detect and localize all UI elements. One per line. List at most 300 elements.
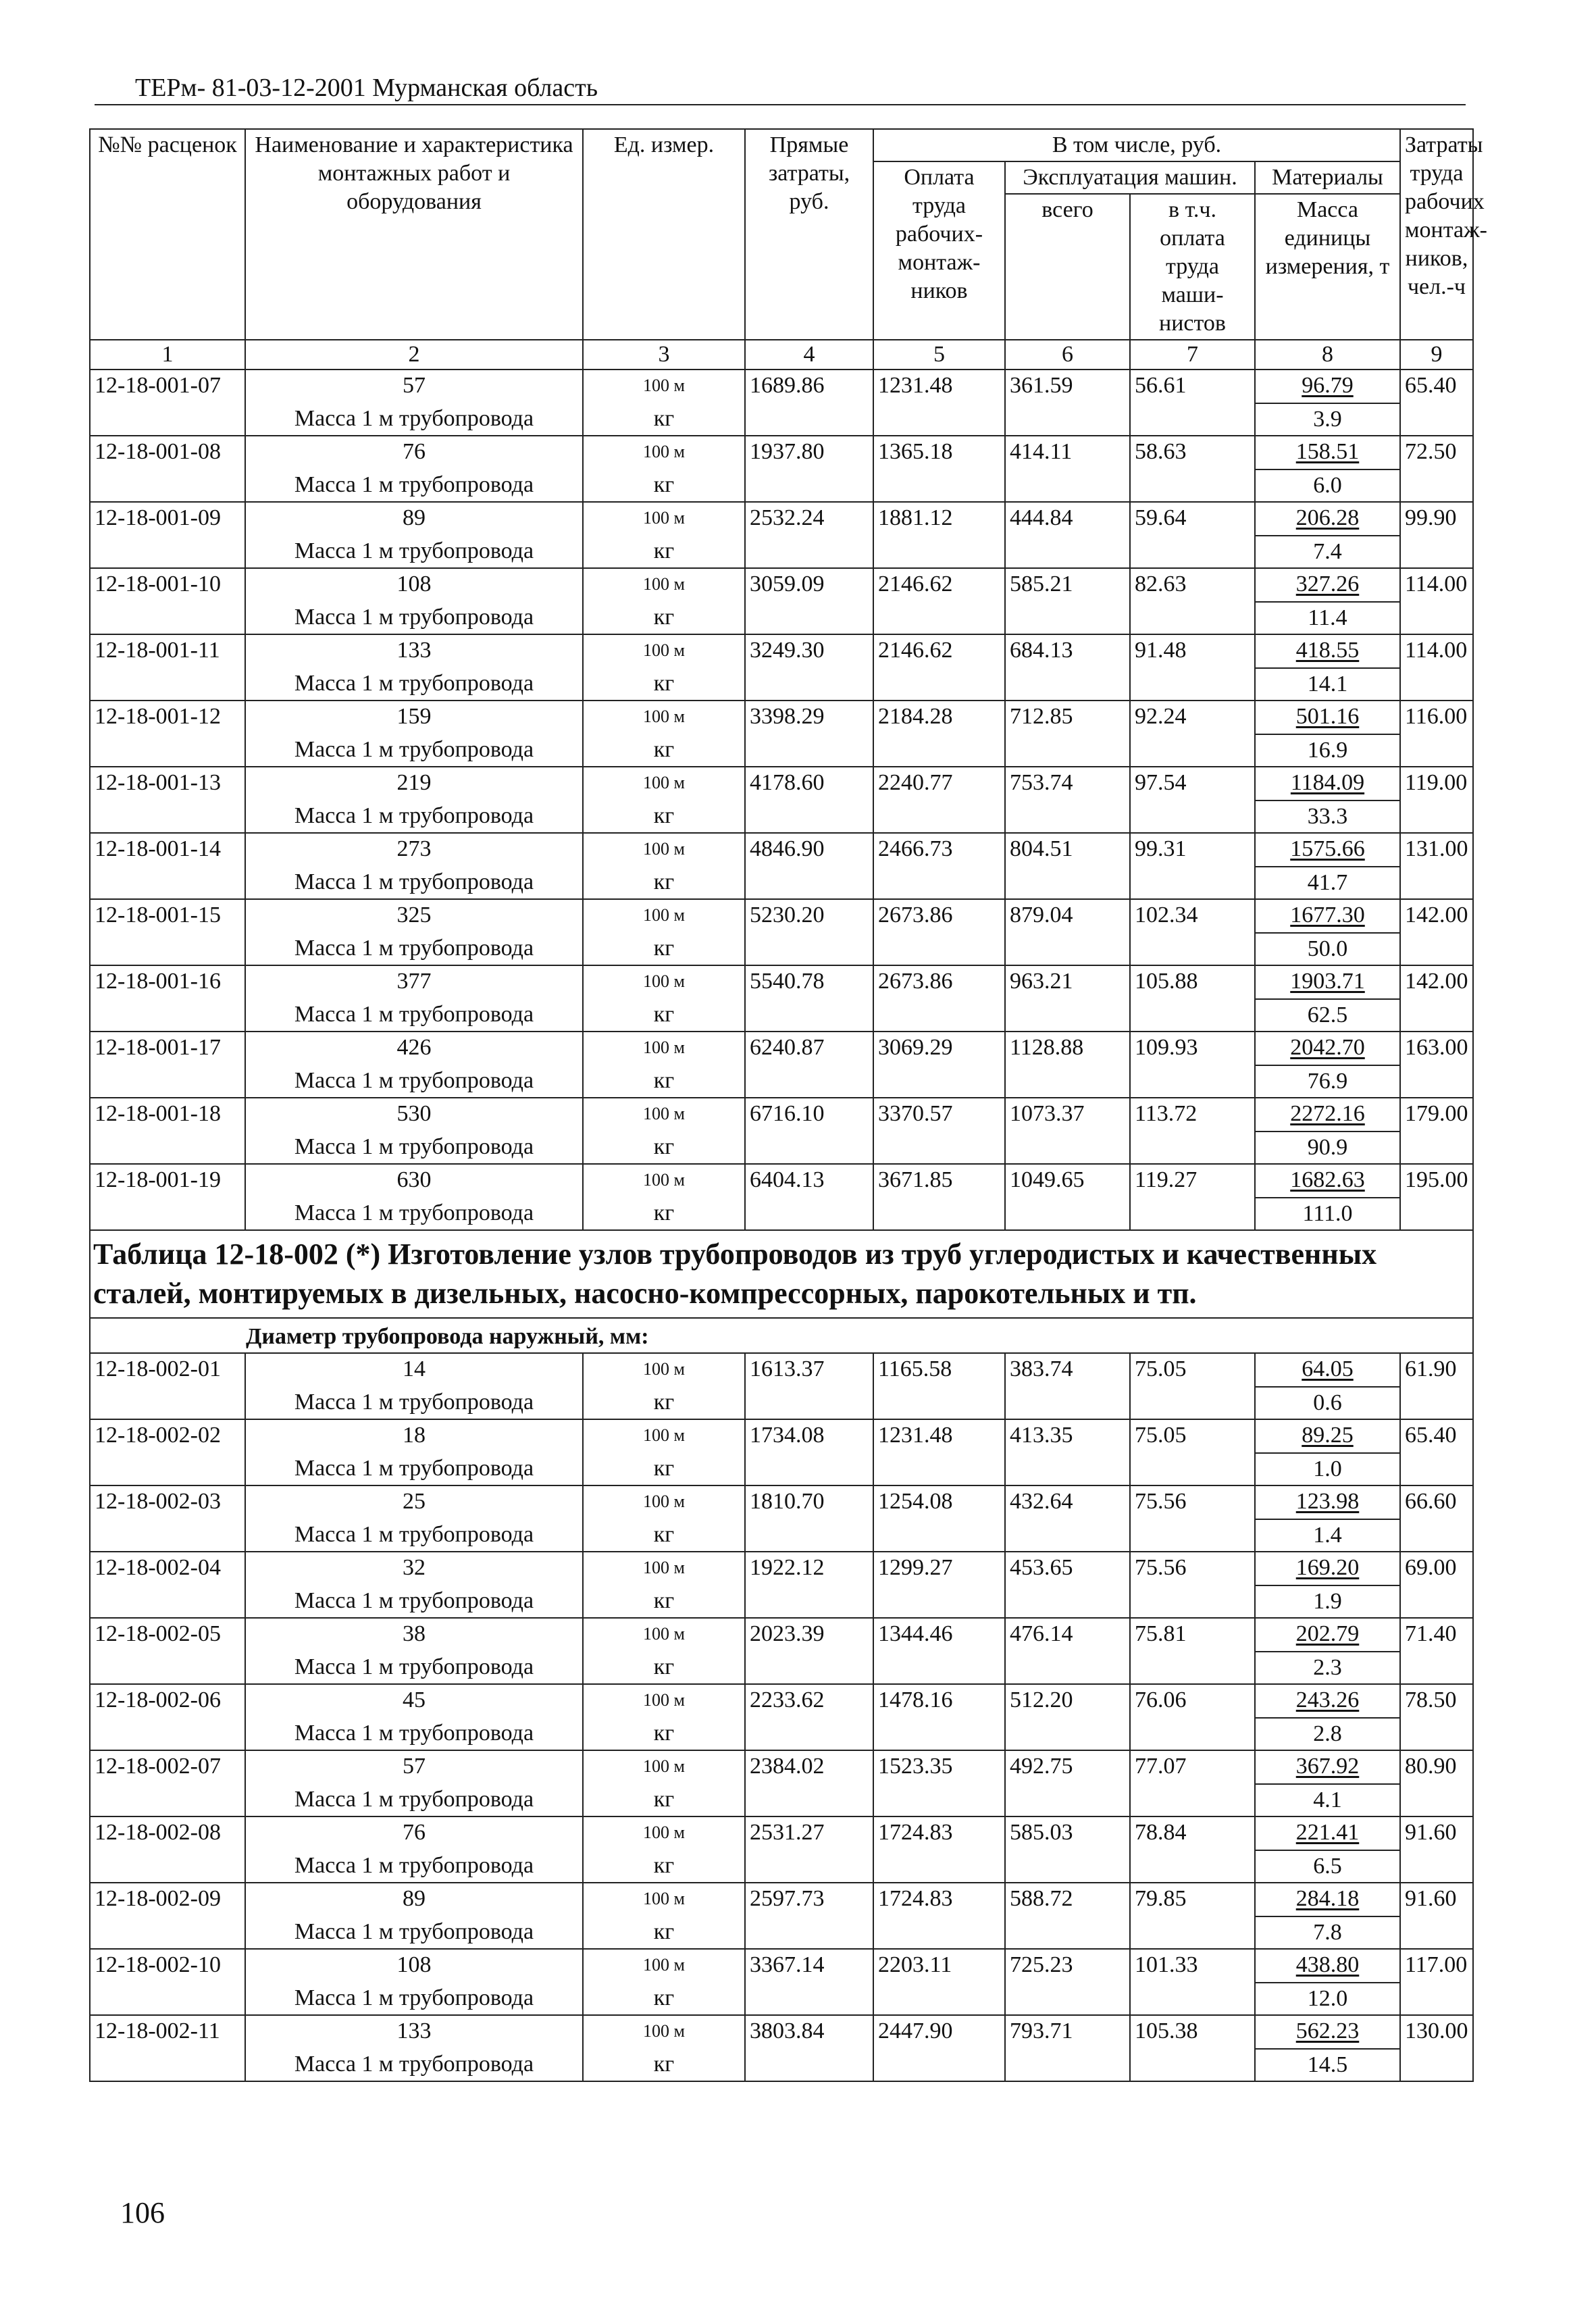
machine-total-cont (1005, 403, 1130, 436)
direct-cost-cont (745, 1850, 873, 1883)
table-row-mass (90, 1198, 1473, 1230)
header-row-1 (90, 129, 1473, 161)
col-labor-cost-header: Затраты труда рабочих монтаж-ников, чел.-ч (1400, 129, 1473, 340)
machine-total: 1128.88 (1005, 1032, 1130, 1065)
rate-code: 12-18-002-04 (90, 1552, 245, 1585)
materials-value: 96.79 (1255, 370, 1400, 403)
unit-main: 100 м (583, 568, 745, 602)
column-number: 6 (1005, 340, 1130, 370)
mass-label: Масса 1 м трубопровода (245, 1784, 583, 1816)
table-row-mass (90, 734, 1473, 767)
machine-total: 804.51 (1005, 833, 1130, 867)
pipe-diameter: 18 (245, 1419, 583, 1453)
machine-total-cont (1005, 602, 1130, 634)
machine-total-cont (1005, 1784, 1130, 1816)
machine-labor-cont (1130, 1519, 1255, 1552)
column-number: 8 (1255, 340, 1400, 370)
direct-cost: 1937.80 (745, 436, 873, 469)
labor-cost: 65.40 (1400, 1419, 1473, 1453)
table-row (90, 701, 1473, 734)
machine-labor: 75.56 (1130, 1485, 1255, 1519)
table-row (90, 1419, 1473, 1453)
labor-pay-cont (873, 1916, 1005, 1949)
mass-label: Масса 1 м трубопровода (245, 668, 583, 701)
table-row (90, 833, 1473, 867)
mass-value: 33.3 (1255, 800, 1400, 833)
labor-cost-cont (1400, 1652, 1473, 1684)
table-row-mass (90, 1850, 1473, 1883)
table-row-mass (90, 1585, 1473, 1618)
machine-labor-cont (1130, 668, 1255, 701)
unit-main: 100 м (583, 1485, 745, 1519)
table-row-mass (90, 602, 1473, 634)
rate-code: 12-18-001-08 (90, 436, 245, 469)
table-row (90, 1618, 1473, 1652)
mass-label: Масса 1 м трубопровода (245, 1652, 583, 1684)
pipe-diameter: 25 (245, 1485, 583, 1519)
pipe-diameter: 76 (245, 436, 583, 469)
unit-main: 100 м (583, 370, 745, 403)
table-row-mass (90, 1784, 1473, 1816)
table-row (90, 1883, 1473, 1916)
direct-cost: 1689.86 (745, 370, 873, 403)
direct-cost: 1922.12 (745, 1552, 873, 1585)
unit-main: 100 м (583, 1618, 745, 1652)
labor-cost-cont (1400, 536, 1473, 568)
labor-cost: 163.00 (1400, 1032, 1473, 1065)
pipe-diameter: 219 (245, 767, 583, 800)
machine-total-cont (1005, 800, 1130, 833)
mass-label: Масса 1 м трубопровода (245, 1718, 583, 1750)
pipe-diameter: 159 (245, 701, 583, 734)
direct-cost-cont (745, 469, 873, 502)
document-header: ТЕРм- 81-03-12-2001 Мурманская область (135, 74, 598, 102)
machine-total: 963.21 (1005, 965, 1130, 999)
labor-pay-cont (873, 1983, 1005, 2015)
labor-cost-cont (1400, 1784, 1473, 1816)
table-row-mass (90, 1718, 1473, 1750)
labor-cost: 117.00 (1400, 1949, 1473, 1983)
unit-main: 100 м (583, 1032, 745, 1065)
machine-total: 879.04 (1005, 899, 1130, 933)
labor-cost: 130.00 (1400, 2015, 1473, 2049)
unit-mass: кг (583, 1718, 745, 1750)
direct-cost-cont (745, 403, 873, 436)
labor-cost-cont (1400, 800, 1473, 833)
labor-cost: 71.40 (1400, 1618, 1473, 1652)
rate-code: 12-18-002-09 (90, 1883, 245, 1916)
page-number: 106 (120, 2196, 165, 2229)
column-number: 4 (745, 340, 873, 370)
machine-labor: 77.07 (1130, 1750, 1255, 1784)
mass-value: 14.5 (1255, 2049, 1400, 2081)
table-row (90, 965, 1473, 999)
machine-labor: 75.05 (1130, 1419, 1255, 1453)
labor-cost-cont (1400, 1519, 1473, 1552)
unit-main: 100 м (583, 1684, 745, 1718)
labor-pay: 2673.86 (873, 899, 1005, 933)
pipe-diameter: 133 (245, 2015, 583, 2049)
table-row (90, 1032, 1473, 1065)
rate-code: 12-18-002-05 (90, 1618, 245, 1652)
mass-label: Масса 1 м трубопровода (245, 1850, 583, 1883)
rate-code: 12-18-001-09 (90, 502, 245, 536)
table-row (90, 634, 1473, 668)
machine-labor-cont (1130, 1850, 1255, 1883)
table-row-mass (90, 1453, 1473, 1485)
rate-code-cont (90, 536, 245, 568)
machine-total-cont (1005, 933, 1130, 965)
table-row-mass (90, 1652, 1473, 1684)
rate-code: 12-18-001-11 (90, 634, 245, 668)
rate-code: 12-18-001-10 (90, 568, 245, 602)
machine-total: 444.84 (1005, 502, 1130, 536)
unit-mass: кг (583, 602, 745, 634)
machine-total: 413.35 (1005, 1419, 1130, 1453)
machine-labor-cont (1130, 867, 1255, 899)
direct-cost: 4178.60 (745, 767, 873, 800)
materials-value: 1575.66 (1255, 833, 1400, 867)
machine-total-cont (1005, 1065, 1130, 1098)
pipe-diameter: 45 (245, 1684, 583, 1718)
pipe-diameter: 133 (245, 634, 583, 668)
machine-total: 432.64 (1005, 1485, 1130, 1519)
machine-total-cont (1005, 1718, 1130, 1750)
table-row-mass (90, 469, 1473, 502)
materials-value: 169.20 (1255, 1552, 1400, 1585)
unit-main: 100 м (583, 1816, 745, 1850)
rate-code: 12-18-001-07 (90, 370, 245, 403)
materials-value: 562.23 (1255, 2015, 1400, 2049)
labor-pay-cont (873, 1453, 1005, 1485)
materials-value: 206.28 (1255, 502, 1400, 536)
mass-label: Масса 1 м трубопровода (245, 1387, 583, 1419)
header-rule (95, 104, 1466, 105)
mass-label: Масса 1 м трубопровода (245, 1198, 583, 1230)
machine-total-cont (1005, 1916, 1130, 1949)
labor-cost: 91.60 (1400, 1883, 1473, 1916)
direct-cost-cont (745, 1585, 873, 1618)
labor-pay: 1231.48 (873, 1419, 1005, 1453)
column-number: 1 (90, 340, 245, 370)
labor-pay: 2146.62 (873, 634, 1005, 668)
direct-cost-cont (745, 2049, 873, 2081)
unit-main: 100 м (583, 1419, 745, 1453)
labor-cost: 72.50 (1400, 436, 1473, 469)
machine-labor: 92.24 (1130, 701, 1255, 734)
unit-main: 100 м (583, 833, 745, 867)
table-row (90, 1098, 1473, 1132)
labor-pay-cont (873, 469, 1005, 502)
unit-main: 100 м (583, 701, 745, 734)
table-row-mass (90, 933, 1473, 965)
col-code-header: №№ расценок (90, 129, 245, 340)
labor-pay: 2466.73 (873, 833, 1005, 867)
machine-labor-cont (1130, 403, 1255, 436)
mass-value: 1.0 (1255, 1453, 1400, 1485)
unit-main: 100 м (583, 1750, 745, 1784)
machine-labor-cont (1130, 999, 1255, 1032)
unit-mass: кг (583, 1850, 745, 1883)
mass-value: 11.4 (1255, 602, 1400, 634)
table-row-mass (90, 1983, 1473, 2015)
materials-value: 1184.09 (1255, 767, 1400, 800)
direct-cost: 6716.10 (745, 1098, 873, 1132)
machine-labor-cont (1130, 1585, 1255, 1618)
machine-total: 414.11 (1005, 436, 1130, 469)
unit-mass: кг (583, 536, 745, 568)
direct-cost-cont (745, 1198, 873, 1230)
pipe-diameter: 108 (245, 1949, 583, 1983)
machine-total-cont (1005, 867, 1130, 899)
direct-cost: 3367.14 (745, 1949, 873, 1983)
labor-cost: 80.90 (1400, 1750, 1473, 1784)
direct-cost-cont (745, 867, 873, 899)
labor-cost: 119.00 (1400, 767, 1473, 800)
mass-label: Масса 1 м трубопровода (245, 602, 583, 634)
unit-mass: кг (583, 1585, 745, 1618)
table-row-mass (90, 2049, 1473, 2081)
labor-cost-cont (1400, 867, 1473, 899)
labor-pay-cont (873, 734, 1005, 767)
machine-labor: 75.81 (1130, 1618, 1255, 1652)
rate-code-cont (90, 602, 245, 634)
machine-labor: 102.34 (1130, 899, 1255, 933)
rate-code: 12-18-001-15 (90, 899, 245, 933)
materials-value: 501.16 (1255, 701, 1400, 734)
rate-code: 12-18-002-02 (90, 1419, 245, 1453)
machine-total-cont (1005, 1453, 1130, 1485)
machine-total-cont (1005, 999, 1130, 1032)
rate-code-cont (90, 1850, 245, 1883)
materials-value: 123.98 (1255, 1485, 1400, 1519)
rate-code-cont (90, 1519, 245, 1552)
labor-pay-cont (873, 1850, 1005, 1883)
labor-pay: 2447.90 (873, 2015, 1005, 2049)
machine-labor-cont (1130, 536, 1255, 568)
rate-code-cont (90, 1065, 245, 1098)
labor-pay-cont (873, 536, 1005, 568)
labor-cost-cont (1400, 1132, 1473, 1164)
labor-pay: 1724.83 (873, 1816, 1005, 1850)
col-machine-labor-header: в т.ч. оплата труда маши-нистов (1130, 194, 1255, 340)
labor-pay: 3370.57 (873, 1098, 1005, 1132)
labor-cost: 142.00 (1400, 899, 1473, 933)
labor-cost: 114.00 (1400, 568, 1473, 602)
pipe-diameter: 89 (245, 502, 583, 536)
machine-total-cont (1005, 1850, 1130, 1883)
labor-pay-cont (873, 2049, 1005, 2081)
unit-mass: кг (583, 867, 745, 899)
mass-value: 0.6 (1255, 1387, 1400, 1419)
labor-cost-cont (1400, 1718, 1473, 1750)
rate-code-cont (90, 933, 245, 965)
table-row-mass (90, 668, 1473, 701)
mass-label: Масса 1 м трубопровода (245, 1519, 583, 1552)
labor-pay-cont (873, 602, 1005, 634)
mass-label: Масса 1 м трубопровода (245, 867, 583, 899)
labor-cost-cont (1400, 933, 1473, 965)
unit-main: 100 м (583, 634, 745, 668)
machine-total-cont (1005, 1387, 1130, 1419)
unit-mass: кг (583, 2049, 745, 2081)
labor-cost: 91.60 (1400, 1816, 1473, 1850)
direct-cost-cont (745, 999, 873, 1032)
direct-cost: 1810.70 (745, 1485, 873, 1519)
labor-pay-cont (873, 1198, 1005, 1230)
table-row (90, 899, 1473, 933)
machine-labor-cont (1130, 469, 1255, 502)
pipe-diameter: 426 (245, 1032, 583, 1065)
unit-mass: кг (583, 1519, 745, 1552)
col-machine-header: Эксплуатация машин. (1005, 161, 1255, 194)
unit-mass: кг (583, 1916, 745, 1949)
labor-cost-cont (1400, 1065, 1473, 1098)
labor-cost: 142.00 (1400, 965, 1473, 999)
mass-label: Масса 1 м трубопровода (245, 469, 583, 502)
table-row (90, 1750, 1473, 1784)
pipe-diameter: 14 (245, 1353, 583, 1387)
direct-cost-cont (745, 536, 873, 568)
labor-pay: 2673.86 (873, 965, 1005, 999)
labor-pay-cont (873, 933, 1005, 965)
materials-value: 418.55 (1255, 634, 1400, 668)
direct-cost-cont (745, 734, 873, 767)
labor-pay: 1724.83 (873, 1883, 1005, 1916)
pipe-diameter: 325 (245, 899, 583, 933)
unit-main: 100 м (583, 1552, 745, 1585)
machine-total-cont (1005, 2049, 1130, 2081)
labor-cost-cont (1400, 1916, 1473, 1949)
labor-cost: 66.60 (1400, 1485, 1473, 1519)
column-number: 9 (1400, 340, 1473, 370)
labor-cost-cont (1400, 1387, 1473, 1419)
labor-cost-cont (1400, 403, 1473, 436)
direct-cost-cont (745, 1065, 873, 1098)
table-row-mass (90, 403, 1473, 436)
machine-labor: 59.64 (1130, 502, 1255, 536)
rate-code: 12-18-002-03 (90, 1485, 245, 1519)
direct-cost-cont (745, 668, 873, 701)
labor-pay-cont (873, 800, 1005, 833)
col-machine-total-header: всего (1005, 194, 1130, 340)
rate-code: 12-18-001-19 (90, 1164, 245, 1198)
unit-main: 100 м (583, 436, 745, 469)
column-number: 2 (245, 340, 583, 370)
table-row (90, 1552, 1473, 1585)
machine-total: 712.85 (1005, 701, 1130, 734)
machine-labor-cont (1130, 2049, 1255, 2081)
mass-value: 111.0 (1255, 1198, 1400, 1230)
pipe-diameter: 377 (245, 965, 583, 999)
section-title: Таблица 12-18-002 (*) Изготовление узлов трубопроводов из труб углеродистых и качественных сталей, монтируемых в дизельных, насосно-компрессорных, парокотельных и тп. (90, 1230, 1473, 1318)
direct-cost-cont (745, 602, 873, 634)
unit-main: 100 м (583, 2015, 745, 2049)
mass-label: Масса 1 м трубопровода (245, 2049, 583, 2081)
mass-label: Масса 1 м трубопровода (245, 1585, 583, 1618)
mass-value: 6.0 (1255, 469, 1400, 502)
table-row (90, 767, 1473, 800)
pipe-diameter: 630 (245, 1164, 583, 1198)
unit-main: 100 м (583, 1949, 745, 1983)
direct-cost-cont (745, 1916, 873, 1949)
machine-total-cont (1005, 1132, 1130, 1164)
machine-total-cont (1005, 1198, 1130, 1230)
machine-labor-cont (1130, 1784, 1255, 1816)
direct-cost: 2384.02 (745, 1750, 873, 1784)
direct-cost: 3398.29 (745, 701, 873, 734)
labor-cost-cont (1400, 668, 1473, 701)
machine-labor-cont (1130, 1387, 1255, 1419)
labor-pay: 2184.28 (873, 701, 1005, 734)
machine-labor: 101.33 (1130, 1949, 1255, 1983)
machine-total-cont (1005, 1652, 1130, 1684)
direct-cost: 1613.37 (745, 1353, 873, 1387)
direct-cost-cont (745, 1718, 873, 1750)
mass-value: 7.8 (1255, 1916, 1400, 1949)
pipe-diameter: 57 (245, 1750, 583, 1784)
unit-main: 100 м (583, 899, 745, 933)
pipe-diameter: 530 (245, 1098, 583, 1132)
mass-value: 90.9 (1255, 1132, 1400, 1164)
unit-mass: кг (583, 668, 745, 701)
machine-labor-cont (1130, 1652, 1255, 1684)
direct-cost-cont (745, 1519, 873, 1552)
labor-pay-cont (873, 1065, 1005, 1098)
labor-pay-cont (873, 1718, 1005, 1750)
mass-label: Масса 1 м трубопровода (245, 1983, 583, 2015)
table-row (90, 1816, 1473, 1850)
materials-value: 202.79 (1255, 1618, 1400, 1652)
materials-value: 284.18 (1255, 1883, 1400, 1916)
unit-mass: кг (583, 1198, 745, 1230)
subheading-row (90, 1318, 1473, 1353)
machine-labor: 105.88 (1130, 965, 1255, 999)
table-row-mass (90, 1065, 1473, 1098)
materials-value: 89.25 (1255, 1419, 1400, 1453)
labor-cost-cont (1400, 1453, 1473, 1485)
table-row-mass (90, 1519, 1473, 1552)
mass-value: 76.9 (1255, 1065, 1400, 1098)
unit-mass: кг (583, 1983, 745, 2015)
machine-total: 585.21 (1005, 568, 1130, 602)
labor-cost-cont (1400, 602, 1473, 634)
pipe-diameter: 76 (245, 1816, 583, 1850)
direct-cost: 2597.73 (745, 1883, 873, 1916)
rate-code: 12-18-002-11 (90, 2015, 245, 2049)
mass-value: 6.5 (1255, 1850, 1400, 1883)
direct-cost: 1734.08 (745, 1419, 873, 1453)
direct-cost: 2532.24 (745, 502, 873, 536)
rate-code-cont (90, 999, 245, 1032)
table-row-mass (90, 1387, 1473, 1419)
table-row-mass (90, 800, 1473, 833)
direct-cost: 2023.39 (745, 1618, 873, 1652)
machine-labor-cont (1130, 1718, 1255, 1750)
labor-pay: 2240.77 (873, 767, 1005, 800)
labor-cost: 195.00 (1400, 1164, 1473, 1198)
table-row (90, 1684, 1473, 1718)
table-row-mass (90, 1916, 1473, 1949)
unit-mass: кг (583, 1453, 745, 1485)
table-row (90, 568, 1473, 602)
materials-value: 2272.16 (1255, 1098, 1400, 1132)
mass-value: 7.4 (1255, 536, 1400, 568)
labor-pay-cont (873, 1652, 1005, 1684)
labor-cost-cont (1400, 2049, 1473, 2081)
materials-value: 158.51 (1255, 436, 1400, 469)
labor-cost: 61.90 (1400, 1353, 1473, 1387)
